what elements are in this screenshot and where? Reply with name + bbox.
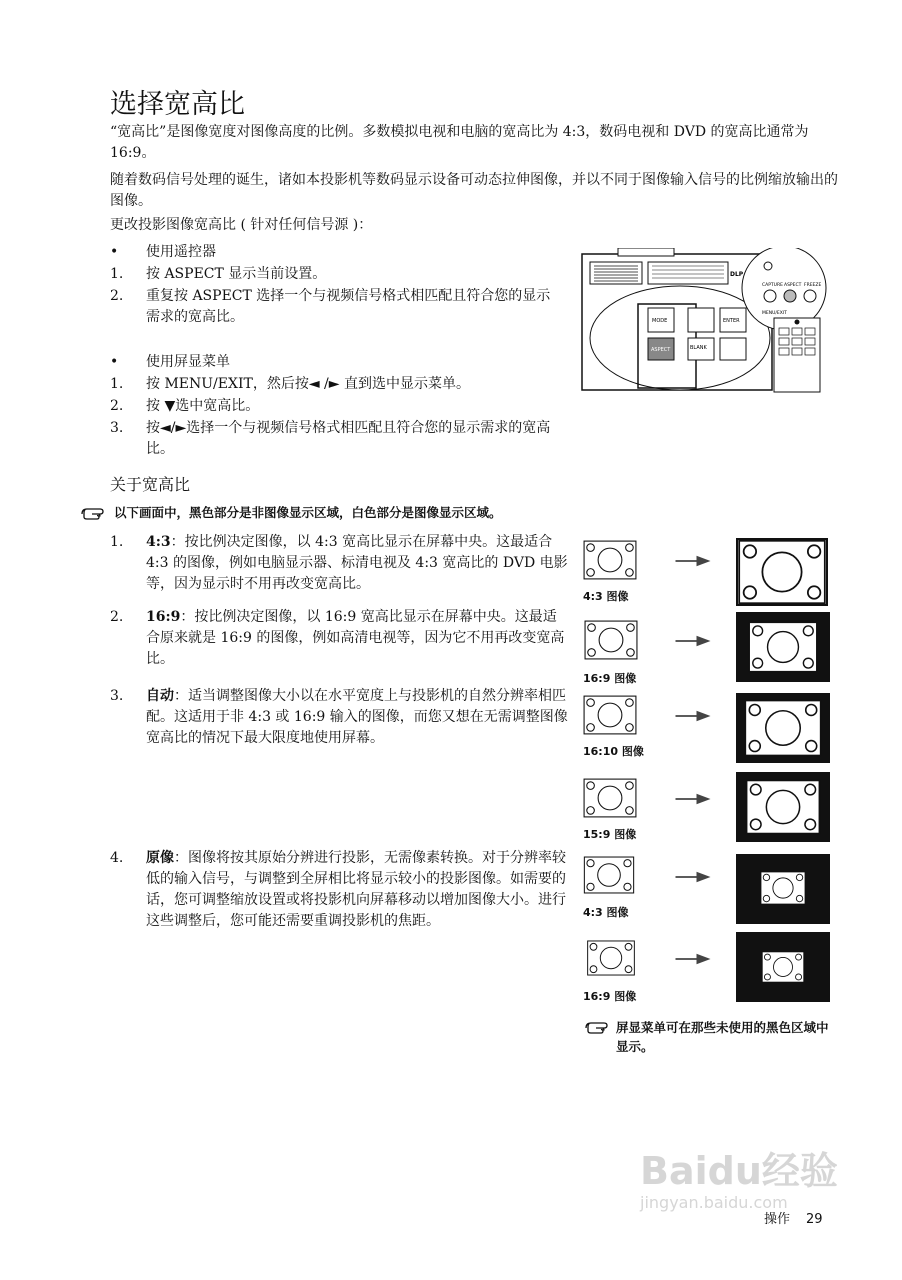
remote-step-1: 1. 按 ASPECT 显示当前设置。 — [110, 266, 327, 282]
about-title: 关于宽高比 — [110, 475, 191, 494]
watermark — [640, 1140, 838, 1212]
screen-result — [736, 772, 830, 842]
pointing-hand-icon — [584, 1020, 612, 1036]
arrow-icon — [675, 554, 711, 568]
source-image-15-9 — [583, 778, 637, 818]
source-image-16-9 — [583, 620, 639, 660]
bullet-mark: • — [110, 354, 119, 370]
about-note: 以下画面中，黑色部分是非图像显示区域，白色部分是图像显示区域。 — [80, 503, 502, 522]
enter-label: ENTER — [723, 318, 740, 324]
diagram-caption: 4:3 图像 — [583, 590, 629, 603]
watermark-url: jingyan.baidu.com — [640, 1193, 788, 1212]
diagram-row-16-9 — [583, 620, 639, 685]
source-image-16-10 — [583, 695, 637, 735]
aspect-label: ASPECT — [784, 283, 802, 288]
source-image-4-3 — [583, 540, 637, 580]
pointing-hand-icon — [80, 506, 108, 522]
aspect-button-label: ASPECT — [651, 347, 671, 353]
watermark-brand: Baidu经验 — [640, 1149, 838, 1193]
screen-result — [736, 538, 828, 606]
screen-result — [736, 612, 830, 682]
diagram-row-15-9 — [583, 778, 637, 841]
source-image-16-9 — [583, 940, 639, 976]
arrow-icon — [675, 952, 711, 966]
screen-result — [736, 854, 830, 924]
aspect-item-2: 2. 16:9：按比例决定图像，以 16:9 宽高比显示在屏幕中央。这最适合原来就是 16:9 的图像，例如高清电视等，因为它不用再改变宽高比。 — [110, 609, 565, 667]
footer-section: 操作 — [764, 1212, 791, 1227]
intro-paragraph-2: 随着数码信号处理的诞生，诸如本投影机等数码显示设备可动态拉伸图像，并以不同于图像输入信号的比例缩放输出的图像。 — [110, 172, 838, 209]
diagram-caption: 16:9 图像 — [583, 990, 637, 1003]
freeze-label: FREEZE — [804, 283, 822, 288]
bullet-mark: • — [110, 244, 119, 260]
diagram-caption: 4:3 图像 — [583, 906, 629, 919]
menu-exit-label: MENU/EXIT — [762, 311, 787, 316]
diagram-caption: 15:9 图像 — [583, 828, 637, 841]
arrow-icon — [675, 634, 711, 648]
side-note: 屏显菜单可在那些未使用的黑色区域中显示。 — [584, 1018, 834, 1056]
intro-paragraph-3: 更改投影图像宽高比 ( 针对任何信号源 )： — [110, 217, 373, 233]
diagram-row-16-10 — [583, 695, 644, 758]
arrow-icon — [675, 709, 711, 723]
source-image-4-3 — [583, 856, 635, 894]
page-number: 29 — [806, 1212, 823, 1227]
diagram-row-4-3 — [583, 540, 637, 603]
intro-paragraph-1: “宽高比”是图像宽度对图像高度的比例。多数模拟电视和电脑的宽高比为 4:3，数码电视和 DVD 的宽高比通常为 16:9。 — [110, 124, 809, 161]
arrow-icon — [675, 792, 711, 806]
footer — [764, 1208, 839, 1227]
osd-bullet: • 使用屏显菜单 — [110, 352, 570, 373]
mode-label: MODE — [652, 318, 668, 324]
blank-label: BLANK — [690, 345, 707, 351]
capture-label: CAPTURE — [762, 283, 783, 288]
page-title: 选择宽高比 — [110, 89, 245, 120]
aspect-item-3: 3. 自动：适当调整图像大小以在水平宽度上与投影机的自然分辨率相匹配。这适用于非 4:3 或 16:9 输入的图像，而您又想在无需调整图像宽高比的情况下最大限度地使用屏幕。 — [110, 688, 568, 746]
diagram-row-native-16-9 — [583, 940, 639, 1003]
projector-remote-illustration — [578, 248, 830, 398]
screen-result — [736, 693, 830, 763]
osd-step-2: 2. 按 ▼选中宽高比。 — [110, 398, 260, 414]
diagram-caption: 16:9 图像 — [583, 672, 637, 685]
remote-bullet: • 使用遥控器 — [110, 242, 570, 263]
aspect-item-1: 1. 4:3：按比例决定图像，以 4:3 宽高比显示在屏幕中央。这最适合 4:3 的图像，例如电脑显示器、标清电视及 4:3 宽高比的 DVD 电影等，因为显示时不用再改变宽高比。 — [110, 534, 568, 592]
osd-step-1: 1. 按 MENU/EXIT，然后按◄ /► 直到选中显示菜单。 — [110, 376, 470, 392]
screen-result — [736, 932, 830, 1002]
arrow-icon — [675, 870, 711, 884]
osd-step-3: 3. 按◄/►选择一个与视频信号格式相匹配且符合您的显示需求的宽高比。 — [110, 420, 551, 457]
aspect-item-4: 4. 原像：图像将按其原始分辨进行投影，无需像素转换。对于分辨率较低的输入信号，与调整到全屏相比将显示较小的投影图像。如需要的话，您可调整缩放设置或将投影机向屏幕移动以增加图像大小。进行这些调整后，您可能还需要重调投影机的焦距。 — [110, 850, 566, 929]
diagram-caption: 16:10 图像 — [583, 745, 644, 758]
dlp-logo: DLP — [730, 271, 744, 278]
diagram-row-native-4-3 — [583, 856, 635, 919]
remote-step-2: 2. 重复按 ASPECT 选择一个与视频信号格式相匹配且符合您的显示需求的宽高比。 — [110, 288, 551, 325]
